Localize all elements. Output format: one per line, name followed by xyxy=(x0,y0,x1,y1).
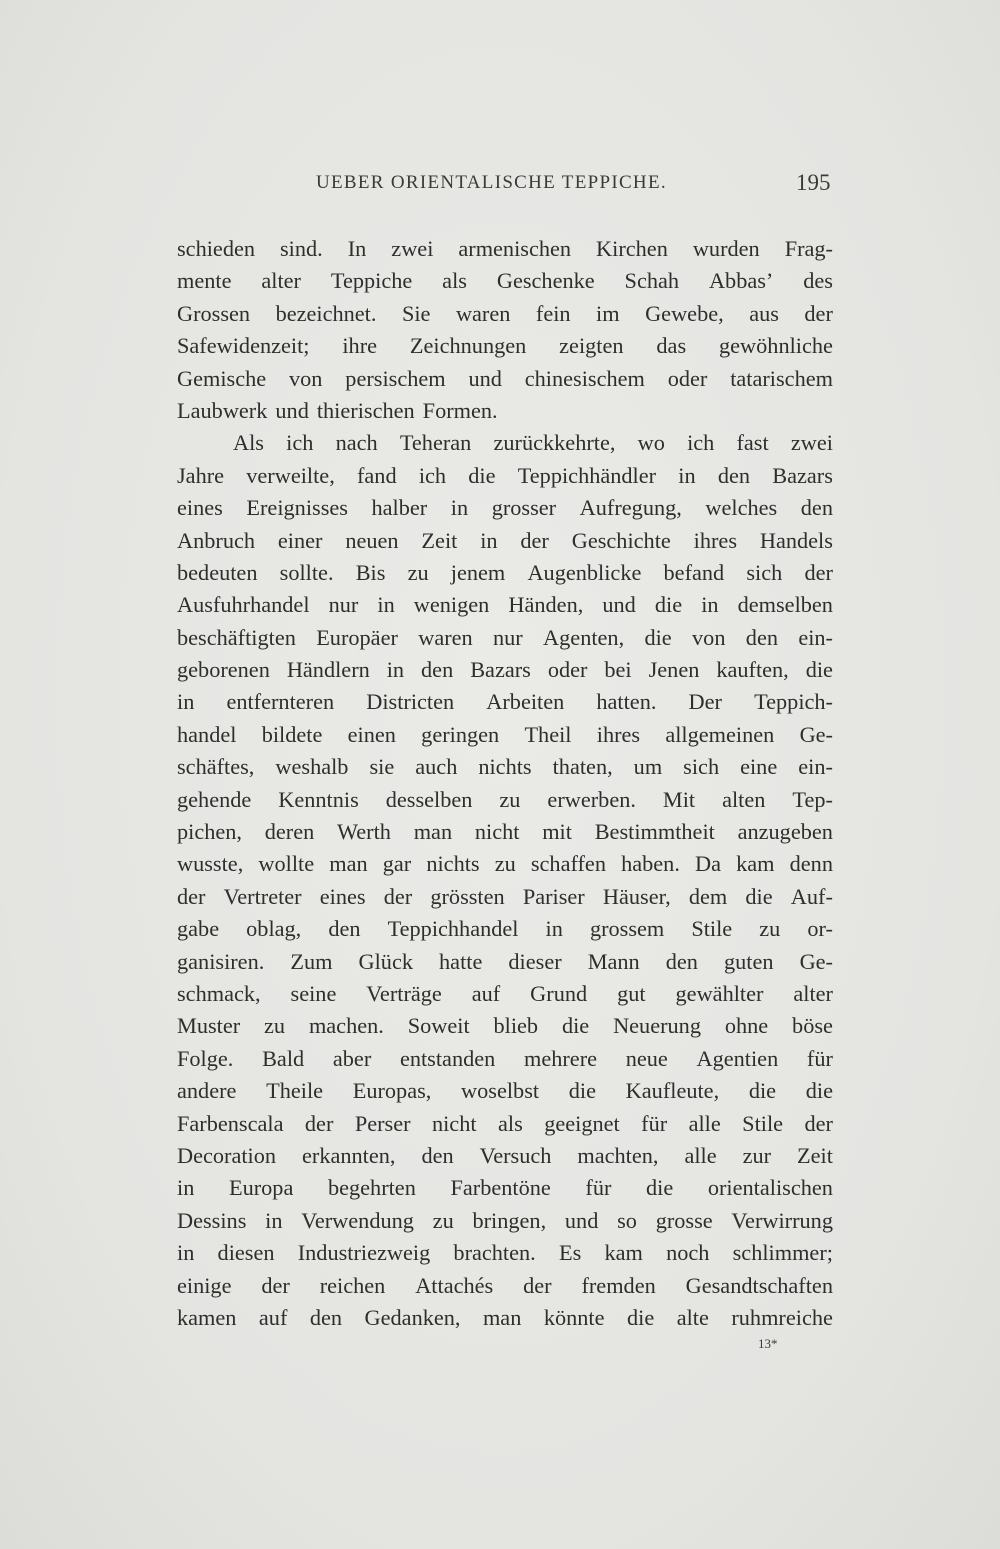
text-line: Gemische von persischem und chinesischem oder tatarischem xyxy=(177,365,833,391)
text-line: in diesen Industriezweig brachten. Es kam noch schlimmer; xyxy=(177,1240,833,1266)
text-line: Decoration erkannten, den Versuch machten, alle zur Zeit xyxy=(177,1142,833,1168)
signature-mark: 13* xyxy=(758,1336,778,1351)
text-line: gehende Kenntnis desselben zu erwerben. Mit alten Tep- xyxy=(177,786,833,812)
text-line: gabe oblag, den Teppichhandel in grossem Stile zu or- xyxy=(177,916,833,942)
text-line: schieden sind. In zwei armenischen Kirchen wurden Frag- xyxy=(177,236,833,261)
text-line: geborenen Händlern in den Bazars oder bei Jenen kauften, die xyxy=(177,657,833,683)
text-line: schäftes, weshalb sie auch nichts thaten, um sich eine ein- xyxy=(177,754,833,780)
text-line: Muster zu machen. Soweit blieb die Neuerung ohne böse xyxy=(177,1013,833,1039)
running-head: UEBER ORIENTALISCHE TEPPICHE. xyxy=(316,172,667,193)
text-line: Anbruch einer neuen Zeit in der Geschichte ihres Handels xyxy=(177,527,833,553)
text-line: pichen, deren Werth man nicht mit Bestimmtheit anzugeben xyxy=(177,819,833,845)
text-line: kamen auf den Gedanken, man könnte die alte ruhmreiche xyxy=(177,1304,833,1330)
text-line: Safewidenzeit; ihre Zeichnungen zeigten das gewöhnliche xyxy=(177,333,833,359)
text-line: ganisiren. Zum Glück hatte dieser Mann den guten Ge- xyxy=(177,948,833,974)
text-line: beschäftigten Europäer waren nur Agenten, die von den ein- xyxy=(177,624,833,650)
text-line: wusste, wollte man gar nichts zu schaffen haben. Da kam denn xyxy=(177,851,833,877)
text-line: schmack, seine Verträge auf Grund gut gewählter alter xyxy=(177,980,833,1006)
text-line: Ausfuhrhandel nur in wenigen Händen, und die in demselben xyxy=(177,592,833,618)
text-line: in Europa begehrten Farbentöne für die orientalischen xyxy=(177,1175,833,1201)
text-line: bedeuten sollte. Bis zu jenem Augenblicke befand sich der xyxy=(177,559,833,585)
text-line: Als ich nach Teheran zurückkehrte, wo ich fast zwei xyxy=(233,430,833,456)
text-line: Folge. Bald aber entstanden mehrere neue Agentien für xyxy=(177,1045,833,1071)
text-line: einige der reichen Attachés der fremden Gesandtschaften xyxy=(177,1272,833,1298)
text-line: mente alter Teppiche als Geschenke Schah Abbas’ des xyxy=(177,268,833,294)
text-line: Laubwerk und thierischen Formen. xyxy=(177,397,498,423)
text-line: in entfernteren Districten Arbeiten hatten. Der Teppich- xyxy=(177,689,833,715)
text-line: andere Theile Europas, woselbst die Kaufleute, die die xyxy=(177,1078,833,1104)
text-line: Jahre verweilte, fand ich die Teppichhändler in den Bazars xyxy=(177,462,833,488)
text-line: der Vertreter eines der grössten Pariser Häuser, dem die Auf- xyxy=(177,883,833,909)
page-number: 195 xyxy=(796,170,831,195)
text-line: handel bildete einen geringen Theil ihres allgemeinen Ge- xyxy=(177,721,833,747)
text-line: Farbenscala der Perser nicht als geeignet für alle Stile der xyxy=(177,1110,833,1136)
body-text xyxy=(177,233,833,1334)
text-line: eines Ereignisses halber in grosser Aufregung, welches den xyxy=(177,495,833,521)
text-line: Dessins in Verwendung zu bringen, und so grosse Verwirrung xyxy=(177,1207,833,1233)
text-line: Grossen bezeichnet. Sie waren fein im Gewebe, aus der xyxy=(177,300,833,326)
